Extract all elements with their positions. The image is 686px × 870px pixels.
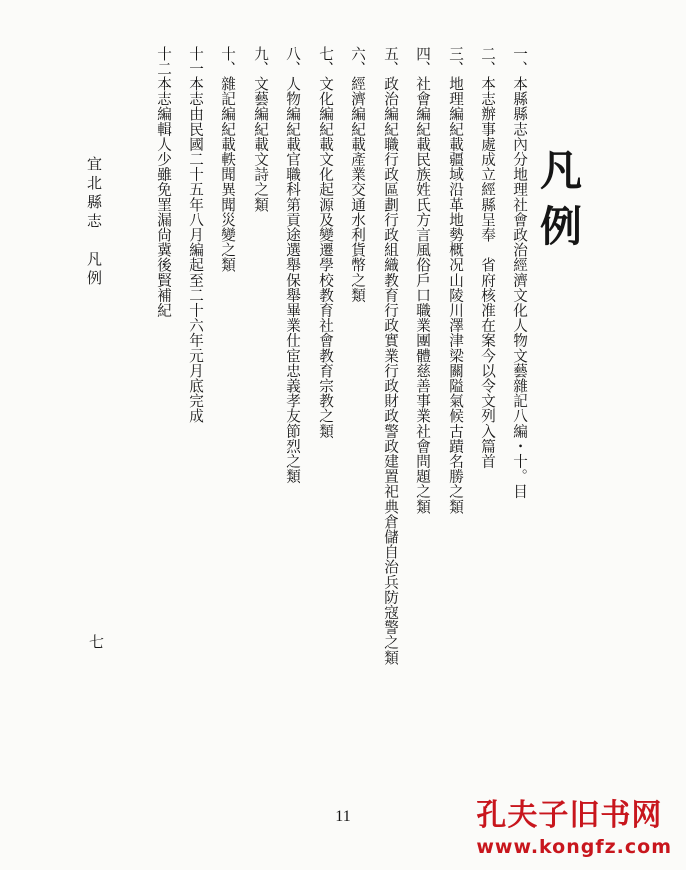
section-title: 凡例 — [534, 148, 583, 260]
clause-8: 八、人物編紀載官職科第貢途選舉保舉畢業仕宦忠義孝友節烈之類 — [284, 46, 301, 484]
clause-6: 六、經濟編紀載產業交通水利貨幣之類 — [349, 46, 366, 303]
clause-12: 十二本志編輯人少雖免罣漏尙冀後賢補紀 — [155, 46, 172, 318]
clause-9: 九、文藝編紀載文詩之類 — [252, 46, 269, 213]
folio-number: 11 — [335, 808, 351, 825]
clause-4: 四、社會編紀載民族姓氏方言風俗戶口職業團體慈善事業社會問題之類 — [414, 46, 431, 515]
margin-page-number: 七 — [87, 634, 105, 649]
clause-7: 七、文化編紀載文化起源及變遷學校教育社會教育宗教之類 — [317, 46, 334, 439]
margin-book-title: 宜北縣志 凡例 — [85, 156, 103, 289]
clause-2: 二、本志辦事處成立經縣呈奉 省府核准在案今以令文列入篇首 — [479, 46, 496, 469]
clause-3: 三、地理編紀載疆域沿革地勢概况山陵川澤津梁關隘氣候古蹟名勝之類 — [447, 46, 464, 515]
watermark-name: 孔夫子旧书网 — [476, 798, 663, 833]
clause-5: 五、政治編紀職行政區劃行政組織教育行政實業行政財政警政建置祀典倉儲自治兵防寇警之類 — [382, 46, 399, 666]
clause-11: 十一本志由民國二十五年八月編起至二十六年元月底完成 — [187, 46, 204, 424]
clause-1: 一、本縣縣志內分地理社會政治經濟文化人物文藝雜記八編・十。目 — [511, 46, 528, 499]
watermark-url: www.kongfz.com — [476, 836, 672, 858]
clause-10: 十、雜記編紀載軼聞異聞災變之類 — [219, 46, 236, 273]
watermark — [476, 790, 672, 858]
